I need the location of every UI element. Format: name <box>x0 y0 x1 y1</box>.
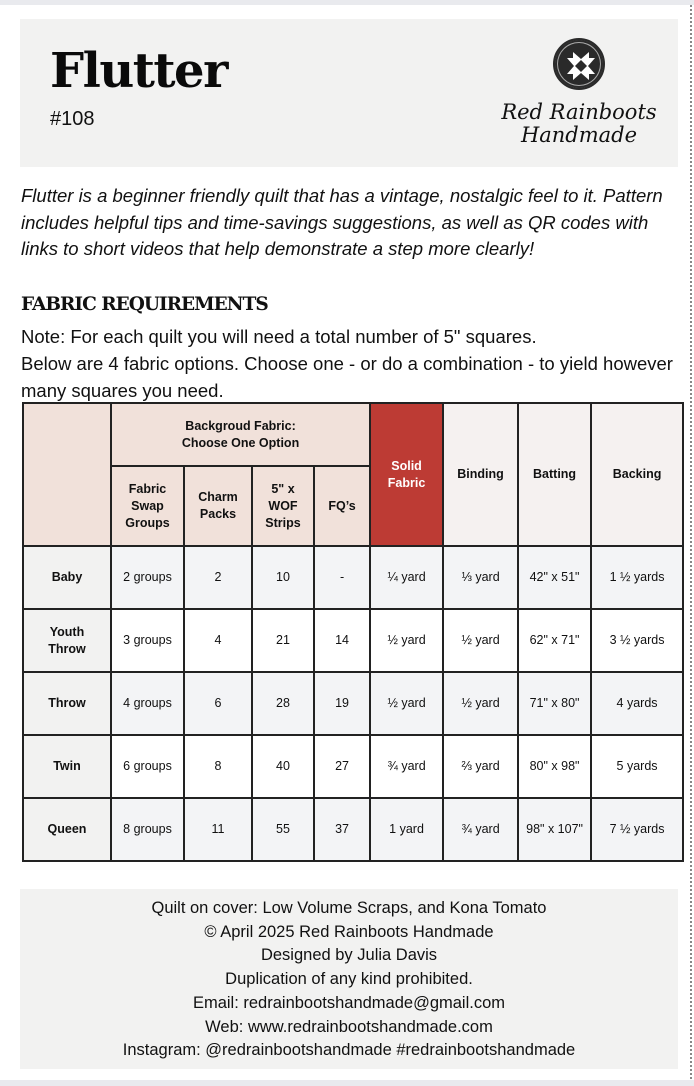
size-cell: Throw <box>23 672 111 735</box>
batting-cell: 98" x 107" <box>518 798 591 861</box>
wof-cell: 40 <box>252 735 314 798</box>
bottom-page-edge <box>0 1080 694 1086</box>
size-cell: Twin <box>23 735 111 798</box>
brand-logo-line2: Handmade <box>520 123 638 147</box>
swap-cell: 6 groups <box>111 735 184 798</box>
binding-cell: ⅔ yard <box>443 735 518 798</box>
table-row <box>23 546 683 609</box>
backing-cell: 3 ½ yards <box>591 609 683 672</box>
pattern-number: #108 <box>50 108 95 130</box>
charm-cell: 4 <box>184 609 252 672</box>
column-header-fq: FQ’s <box>314 466 370 546</box>
footer-credits <box>20 889 678 1069</box>
table-row <box>23 672 683 735</box>
batting-cell: 42" x 51" <box>518 546 591 609</box>
footer-web: Web: www.redrainbootshandmade.com <box>205 1017 493 1036</box>
top-page-edge <box>0 0 694 5</box>
batting-cell: 80" x 98" <box>518 735 591 798</box>
binding-cell: ¾ yard <box>443 798 518 861</box>
footer-designer: Designed by Julia Davis <box>260 946 438 965</box>
backing-cell: 1 ½ yards <box>591 546 683 609</box>
page-edge-divider <box>690 5 692 1080</box>
table-row <box>23 735 683 798</box>
column-header-batting: Batting <box>518 403 591 546</box>
swap-cell: 4 groups <box>111 672 184 735</box>
requirements-note <box>21 323 681 404</box>
note-line-2: Below are 4 fabric options. Choose one - or do a combination - to yield however many squares you need. <box>21 353 673 401</box>
size-cell: Baby <box>23 546 111 609</box>
size-cell: Youth Throw <box>23 609 111 672</box>
wof-cell: 21 <box>252 609 314 672</box>
brand-logo-text <box>490 101 668 147</box>
fq-cell: 27 <box>314 735 370 798</box>
backing-cell: 5 yards <box>591 735 683 798</box>
charm-cell: 6 <box>184 672 252 735</box>
pattern-title: Flutter <box>50 43 227 99</box>
footer-copyright: © April 2025 Red Rainboots Handmade <box>204 922 494 941</box>
fq-cell: - <box>314 546 370 609</box>
binding-cell: ½ yard <box>443 672 518 735</box>
fabric-requirements-table <box>22 402 684 862</box>
solid-cell: ¾ yard <box>370 735 443 798</box>
section-title: FABRIC REQUIREMENTS <box>21 294 268 315</box>
backing-cell: 7 ½ yards <box>591 798 683 861</box>
fq-cell: 37 <box>314 798 370 861</box>
column-header-backing: Backing <box>591 403 683 546</box>
group-header-line2: Choose One Option <box>181 435 300 450</box>
wof-cell: 55 <box>252 798 314 861</box>
charm-cell: 11 <box>184 798 252 861</box>
backing-cell: 4 yards <box>591 672 683 735</box>
table-row <box>23 798 683 861</box>
binding-cell: ½ yard <box>443 609 518 672</box>
fq-cell: 19 <box>314 672 370 735</box>
size-cell: Queen <box>23 798 111 861</box>
brand-logo-line1: Red Rainboots <box>501 100 657 124</box>
swap-cell: 2 groups <box>111 546 184 609</box>
solid-cell: ¼ yard <box>370 546 443 609</box>
note-line-1: Note: For each quilt you will need a total number of 5" squares. <box>21 326 537 347</box>
footer-cover-fabric: Quilt on cover: Low Volume Scraps, and Kona Tomato <box>151 899 547 917</box>
column-header-wof-strips: 5" x WOF Strips <box>252 466 314 546</box>
group-header-line1: Backgroud Fabric: <box>185 418 296 433</box>
header-banner <box>20 19 678 167</box>
column-header-charm-packs: Charm Packs <box>184 466 252 546</box>
fq-cell: 14 <box>314 609 370 672</box>
size-column-header <box>23 403 111 546</box>
solid-cell: 1 yard <box>370 798 443 861</box>
background-fabric-group-header <box>111 403 370 466</box>
solid-cell: ½ yard <box>370 609 443 672</box>
column-header-solid-fabric: Solid Fabric <box>370 403 443 546</box>
footer-duplication-notice: Duplication of any kind prohibited. <box>225 970 473 989</box>
swap-cell: 8 groups <box>111 798 184 861</box>
batting-cell: 71" x 80" <box>518 672 591 735</box>
solid-cell: ½ yard <box>370 672 443 735</box>
footer-email: Email: redrainbootshandmade@gmail.com <box>192 993 506 1012</box>
binding-cell: ⅓ yard <box>443 546 518 609</box>
table-row <box>23 609 683 672</box>
column-header-binding: Binding <box>443 403 518 546</box>
charm-cell: 8 <box>184 735 252 798</box>
swap-cell: 3 groups <box>111 609 184 672</box>
intro-paragraph: Flutter is a beginner friendly quilt that has a vintage, nostalgic feel to it. Pattern includes helpful tips and time-savings suggestions, as well as QR codes with links to short videos that help demonstrate a step more clearly! <box>21 185 663 259</box>
wof-cell: 10 <box>252 546 314 609</box>
column-header-swap-groups: Fabric Swap Groups <box>111 466 184 546</box>
charm-cell: 2 <box>184 546 252 609</box>
batting-cell: 62" x 71" <box>518 609 591 672</box>
quilt-star-badge-icon <box>553 38 605 90</box>
footer-instagram: Instagram: @redrainbootshandmade #redrainbootshandmade <box>122 1041 576 1060</box>
wof-cell: 28 <box>252 672 314 735</box>
